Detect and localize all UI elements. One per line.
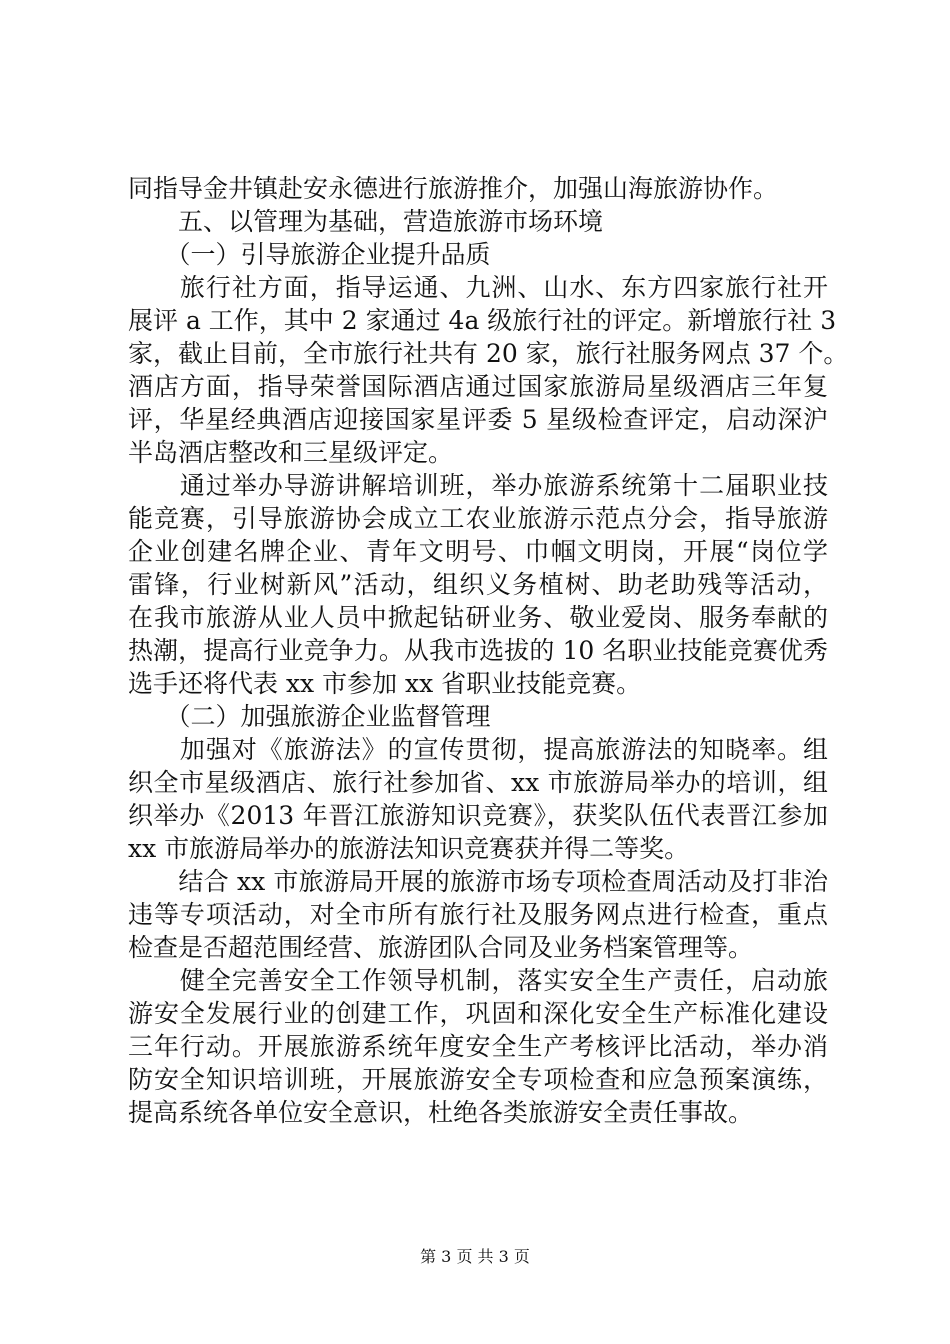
body-line: 提高系统各单位安全意识，杜绝各类旅游安全责任事故。 [128,1098,754,1127]
section-heading: 五、以管理为基础，营造旅游市场环境 [128,207,604,236]
subsection-heading: （二）加强旅游企业监督管理 [128,702,491,731]
body-line: 能竞赛，引导旅游协会成立工农业旅游示范点分会，指导旅游 [128,504,828,533]
body-line: 热潮，提高行业竞争力。从我市选拔的 10 名职业技能竞赛优秀 [128,636,828,665]
body-line: 织举办《2013 年晋江旅游知识竞赛》，获奖队伍代表晋江参加 [128,801,828,830]
body-line: 评，华星经典酒店迎接国家星评委 5 星级检查评定，启动深沪 [128,405,828,434]
body-line: 酒店方面，指导荣誉国际酒店通过国家旅游局星级酒店三年复 [128,372,828,401]
body-line: 旅行社方面，指导运通、九洲、山水、东方四家旅行社开 [128,273,828,302]
body-line: 结合 xx 市旅游局开展的旅游市场专项检查周活动及打非治 [128,867,828,896]
body-line: 织全市星级酒店、旅行社参加省、xx 市旅游局举办的培训，组 [128,768,828,797]
body-line: 检查是否超范围经营、旅游团队合同及业务档案管理等。 [128,933,754,962]
subsection-heading: （一）引导旅游企业提升品质 [128,240,491,269]
body-line: 健全完善安全工作领导机制，落实安全生产责任，启动旅 [128,966,828,995]
body-line: 三年行动。开展旅游系统年度安全生产考核评比活动，举办消 [128,1032,828,1061]
body-line: xx 市旅游局举办的旅游法知识竞赛获并得二等奖。 [128,834,690,863]
body-line: 违等专项活动，对全市所有旅行社及服务网点进行检查，重点 [128,900,828,929]
body-line: 防安全知识培训班，开展旅游安全专项检查和应急预案演练， [128,1065,828,1094]
body-line: 企业创建名牌企业、青年文明号、巾帼文明岗，开展“岗位学 [128,537,828,566]
body-line: 同指导金井镇赴安永德进行旅游推介，加强山海旅游协作。 [128,174,779,203]
body-line: 在我市旅游从业人员中掀起钻研业务、敬业爱岗、服务奉献的 [128,603,828,632]
body-line: 选手还将代表 xx 市参加 xx 省职业技能竞赛。 [128,669,642,698]
body-line: 雷锋，行业树新风”活动，组织义务植树、助老助残等活动， [128,570,828,599]
body-line: 半岛酒店整改和三星级评定。 [128,438,454,467]
page-footer: 第 3 页 共 3 页 [420,1247,530,1266]
body-line: 游安全发展行业的创建工作，巩固和深化安全生产标准化建设 [128,999,828,1028]
body-line: 家，截止目前，全市旅行社共有 20 家，旅行社服务网点 37 个。 [128,339,849,368]
body-line: 展评 a 工作，其中 2 家通过 4a 级旅行社的评定。新增旅行社 3 [128,306,837,335]
body-line: 通过举办导游讲解培训班，举办旅游系统第十二届职业技 [128,471,828,500]
body-line: 加强对《旅游法》的宣传贯彻，提高旅游法的知晓率。组 [128,735,828,764]
